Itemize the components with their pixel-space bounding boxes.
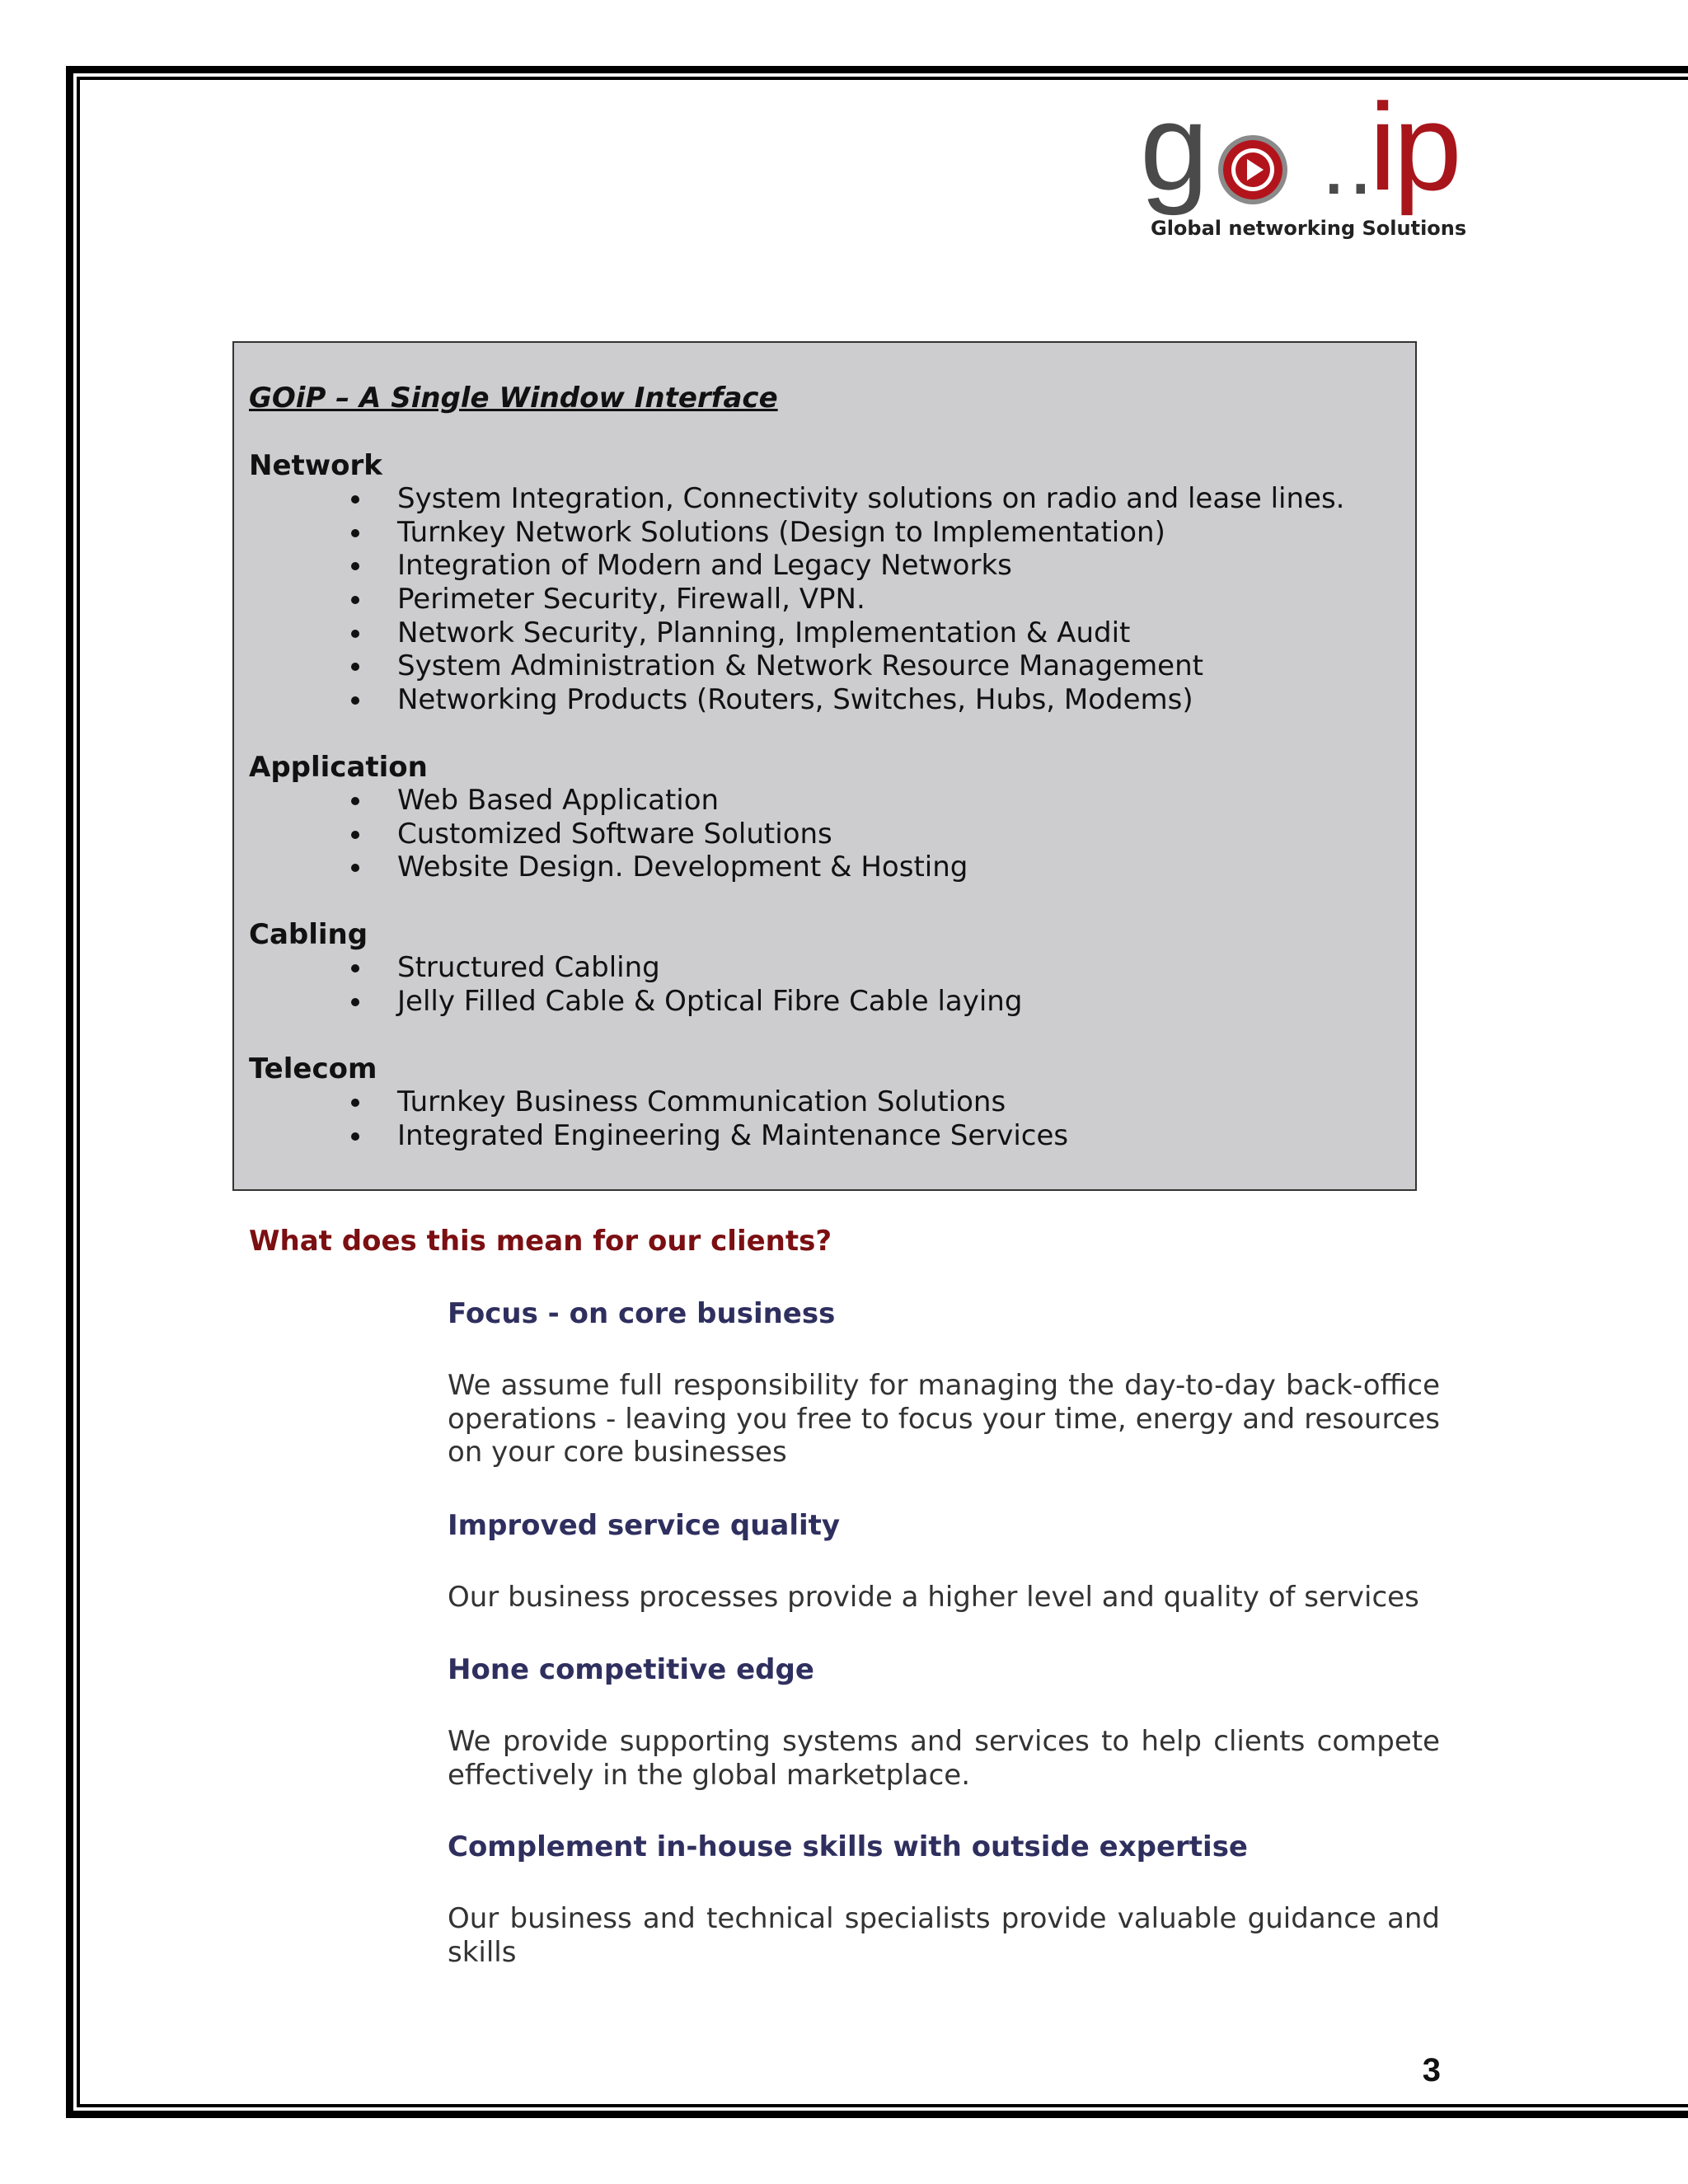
bullet-icon (351, 630, 359, 638)
logo-tagline: Global networking Solutions (1151, 217, 1467, 240)
bullet-icon (351, 831, 359, 839)
benefit-title: Hone competitive edge (448, 1653, 814, 1686)
benefit-title: Improved service quality (448, 1509, 841, 1542)
list-item-text: Perimeter Security, Firewall, VPN. (397, 583, 865, 616)
list-item (346, 683, 1344, 717)
list-item-text: Jelly Filled Cable & Optical Fibre Cable laying (397, 984, 1023, 1018)
benefit-title: Complement in-house skills with outside expertise (448, 1830, 1248, 1863)
logo-letter-g: g (1140, 77, 1206, 216)
list-item-text: Web Based Application (397, 784, 720, 817)
bullet-icon (351, 797, 359, 805)
list-item (346, 482, 1344, 516)
bullet-icon (351, 1132, 359, 1141)
company-logo (1140, 77, 1467, 250)
bullet-icon (351, 1099, 359, 1107)
section-heading-network: Network (249, 449, 382, 482)
list-item-text: Customized Software Solutions (397, 817, 832, 851)
list-item-text: Turnkey Business Communication Solutions (397, 1085, 1006, 1118)
list-item (346, 1119, 1068, 1153)
bullet-icon (351, 998, 359, 1006)
bullet-icon (351, 964, 359, 972)
list-item (346, 985, 1022, 1019)
benefit-text: We provide supporting systems and services to help clients compete effectively in the global marketplace. (448, 1725, 1440, 1792)
list-item (346, 851, 968, 884)
list-item (346, 1085, 1068, 1119)
list-item-text: Network Security, Planning, Implementation & Audit (397, 616, 1131, 649)
logo-dots: .. (1321, 112, 1376, 213)
list-item-text: Integration of Modern and Legacy Networks (397, 549, 1012, 583)
clients-heading: What does this mean for our clients? (249, 1225, 832, 1258)
section-heading-cabling: Cabling (249, 918, 368, 951)
benefit-title: Focus - on core business (448, 1297, 836, 1330)
list-item (346, 616, 1344, 650)
application-list (346, 784, 968, 884)
list-item-text: Structured Cabling (397, 951, 660, 984)
play-circle-icon (1216, 133, 1290, 207)
bullet-icon (351, 596, 359, 604)
bullet-icon (351, 562, 359, 570)
list-item (346, 784, 968, 818)
benefit-text: Our business and technical specialists provide valuable guidance and skills (448, 1902, 1440, 1969)
benefit-text: We assume full responsibility for managing the day-to-day back-office operations - leaving you free to focus your time, energy and resources on your core businesses (448, 1369, 1440, 1469)
list-item (346, 516, 1344, 550)
network-list (346, 482, 1344, 717)
services-title: GOiP – A Single Window Interface (249, 382, 778, 415)
bullet-icon (351, 696, 359, 705)
list-item-text: System Integration, Connectivity solutions on radio and lease lines. (397, 482, 1345, 515)
list-item-text: Website Design. Development & Hosting (397, 851, 968, 884)
list-item (346, 818, 968, 851)
list-item-text: Integrated Engineering & Maintenance Services (397, 1118, 1069, 1152)
list-item-text: Turnkey Network Solutions (Design to Implementation) (397, 515, 1165, 549)
list-item (346, 951, 1022, 985)
logo-letters-ip: ip (1369, 77, 1459, 216)
benefit-text: Our business processes provide a higher level and quality of services (448, 1581, 1419, 1614)
telecom-list (346, 1085, 1068, 1152)
bullet-icon (351, 864, 359, 872)
bullet-icon (351, 529, 359, 537)
list-item (346, 549, 1344, 583)
section-heading-application: Application (249, 751, 428, 784)
section-heading-telecom: Telecom (249, 1052, 377, 1085)
cabling-list (346, 951, 1022, 1018)
list-item (346, 649, 1344, 683)
list-item (346, 583, 1344, 616)
list-item-text: Networking Products (Routers, Switches, Hubs, Modems) (397, 683, 1193, 717)
bullet-icon (351, 495, 359, 504)
page-number: 3 (1422, 2052, 1441, 2088)
bullet-icon (351, 663, 359, 671)
list-item-text: System Administration & Network Resource Management (397, 649, 1203, 683)
